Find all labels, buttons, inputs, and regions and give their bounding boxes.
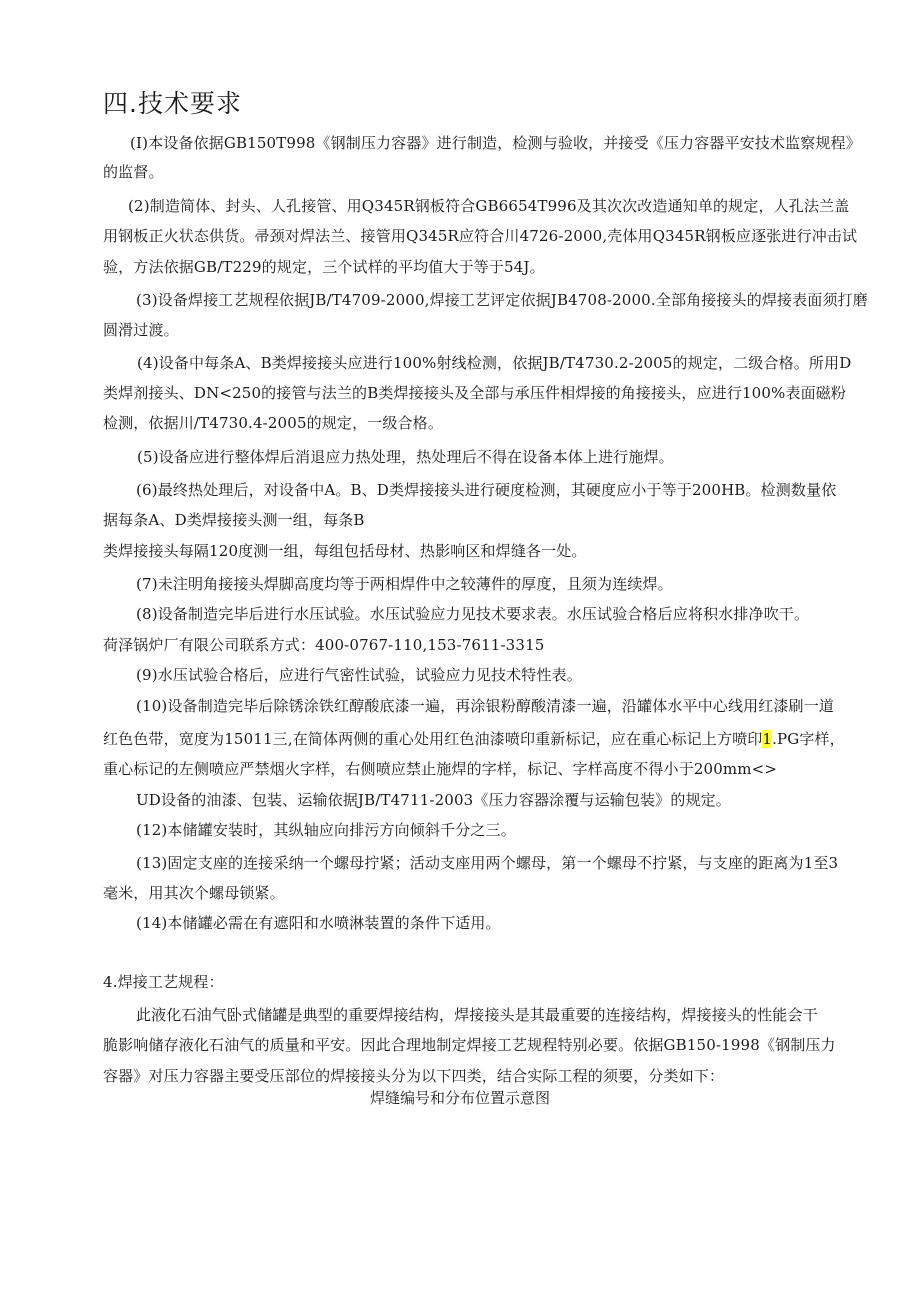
text-line: 用钢板正火状态供货。帚颈对焊法兰、接管用Q345R应符合川4726-2000,壳体用Q345R钢板应逐张进行冲击试 <box>103 227 858 245</box>
text-line: (2)制造简体、封头、人孔接管、用Q345R钢板符合GB6654T996及其次次改造通知单的规定，人孔法兰盖 <box>128 197 850 215</box>
text-line: 毫米，用其次个螺母锁紧。 <box>103 884 285 902</box>
text-line: (7)未注明角接接头焊脚高度均等于两相焊件中之较薄件的厚度，且须为连续焊。 <box>136 575 673 593</box>
text-segment: 红色色带，宽度为15011三,在简体两侧的重心处用红色油漆喷印重新标记，应在重心标记上方喷印 <box>103 730 763 748</box>
text-line: 检测，依据川/T4730.4-2005的规定，一级合格。 <box>103 414 443 432</box>
text-line: 类焊剂接头、DN<250的接管与法兰的B类焊接接头及全部与承压件相焊接的角接接头，应进行100%表面磁粉 <box>103 384 847 402</box>
text-line: 重心标记的左侧喷应严禁烟火字样，右侧喷应禁止施焊的字样，标记、字样高度不得小于200mm<> <box>103 760 778 778</box>
text-line: 验，方法依据GB/T229的规定，三个试样的平均值大于等于54J。 <box>103 258 545 276</box>
text-line: 圆滑过渡。 <box>103 321 179 339</box>
subsection-heading: 4.焊接工艺规程： <box>103 973 224 991</box>
text-line: (8)设备制造完毕后进行水压试验。水压试验应力见技术要求表。水压试验合格后应将积水排净吹干。 <box>136 605 810 623</box>
text-line: UD设备的油漆、包装、运输依据JB/T4711-2003《压力容器涂覆与运输包装》的规定。 <box>136 791 731 809</box>
text-line: (14)本储罐必需在有遮阳和水喷淋装置的条件下适用。 <box>136 914 501 932</box>
text-line: 的监督。 <box>103 163 164 181</box>
text-line <box>103 729 845 749</box>
text-line: 脆影响储存液化石油气的质量和平安。因此合理地制定焊接工艺规程特别必要。依据GB150-1998《钢制压力 <box>103 1036 836 1054</box>
text-line: 容器》对压力容器主要受压部位的焊接接头分为以下四类，结合实际工程的须要，分类如下： <box>103 1067 725 1085</box>
text-line: 据每条A、D类焊接接头测一组，每条B <box>103 511 365 529</box>
text-line: (I)本设备依据GB150T998《钢制压力容器》进行制造，检测与验收，并接受《压力容器平安技术监察规程》 <box>130 134 861 152</box>
text-line: (10)设备制造完毕后除锈涂铁红醇酸底漆一遍，再涂银粉醇酸清漆一遍，沿罐体水平中心线用红漆刷一道 <box>136 697 834 715</box>
contact-line: 荷泽锅炉厂有限公司联系方式：400-0767-110,153-7611-3315 <box>103 636 545 654</box>
text-line: 类焊接接头每隔120度测一组，每组包括母材、热影响区和焊缝各一处。 <box>103 542 587 560</box>
highlighted-text: 1 <box>762 730 773 748</box>
text-line: (6)最终热处理后，对设备中A。B、D类焊接接头进行硬度检测，其硬度应小于等于200HB。检测数量依 <box>136 481 837 499</box>
text-segment: .PG字样， <box>772 730 845 748</box>
text-line: 此液化石油气卧式储罐是典型的重要焊接结构，焊接接头是其最重要的连接结构，焊接接头的性能会干 <box>136 1006 818 1024</box>
text-line: (13)固定支座的连接采纳一个螺母拧紧；活动支座用两个螺母，第一个螺母不拧紧，与支座的距离为1至3 <box>136 854 839 872</box>
text-line: (9)水压试验合格后，应进行气密性试验，试验应力见技术特性表。 <box>136 666 582 684</box>
text-line: (5)设备应进行整体焊后消退应力热处理，热处理后不得在设备本体上进行施焊。 <box>137 448 674 466</box>
text-line: (12)本储罐安装时，其纵轴应向排污方向倾斜千分之三。 <box>136 821 516 839</box>
text-line: (3)设备焊接工艺规程依据JB/T4709-2000,焊接工艺评定依据JB4708-2000.全部角接接头的焊接表面须打磨 <box>136 291 868 309</box>
section-heading: 四.技术要求 <box>103 89 242 118</box>
figure-caption: 焊缝编号和分布位置示意图 <box>369 1089 550 1107</box>
text-line: (4)设备中每条A、B类焊接接头应进行100%射线检测，依据JB/T4730.2-2005的规定，二级合格。所用D <box>137 354 852 372</box>
